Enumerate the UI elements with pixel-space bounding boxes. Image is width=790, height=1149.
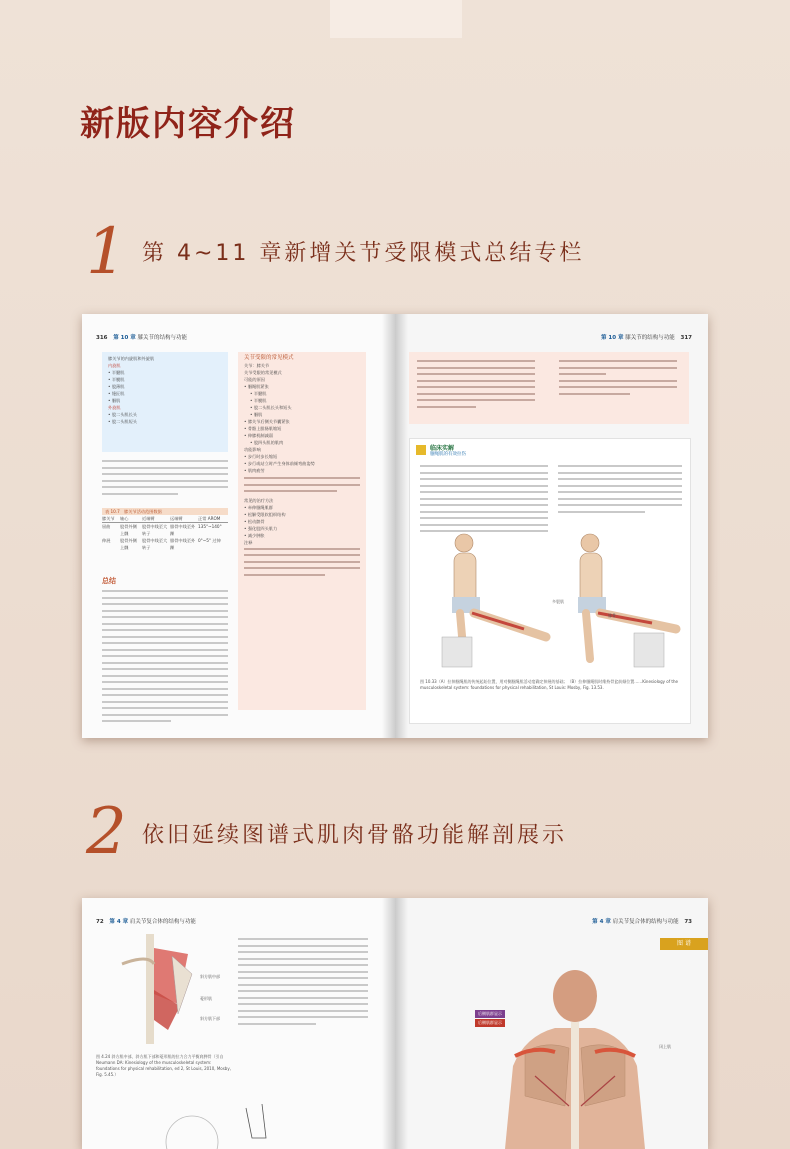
internal-item: • 缝匠肌 — [108, 391, 125, 396]
cause-item: • 半腱肌 — [250, 391, 267, 396]
page-number: 73 — [684, 919, 692, 925]
figure-caption: 图 10.33（A）拉伸腘绳肌的传统起始位置，用对侧腘绳肌活动度确定伸展的基础；（B）拉伸腘绳肌时维持骨盆前倾位置……Kinesiology of the musculoskeletal system: foundations for physical rehabilitation, St Louis: Mosby, Fig. 13.53. — [420, 679, 679, 690]
page-number: 72 — [96, 919, 104, 925]
table-header-row: 膝关节 轴心 近端臂 远端臂 正常 AROM — [102, 515, 228, 523]
sidebar-joint: 关节：膝关节 — [244, 363, 270, 368]
chapter-label: 第 10 章 — [601, 335, 624, 341]
summary-heading: 总结 — [102, 577, 116, 585]
view-tag: 后侧肌群显示 — [475, 1019, 505, 1027]
sidebar-causes-label: 可能的原因 — [244, 377, 265, 382]
chapter-label: 第 4 章 — [592, 919, 611, 925]
restriction-pattern-sidebar — [238, 352, 366, 710]
section-2-title: 依旧延续图谱式肌肉骨骼功能解剖展示 — [142, 823, 568, 848]
figure-label: 斜方肌下部 — [200, 1016, 220, 1021]
right-page-73 — [395, 898, 708, 1149]
left-page-header — [92, 333, 187, 341]
section-1-number: 1 — [86, 215, 127, 289]
clinical-subtitle: 腘绳肌的有效拉伤 — [430, 452, 466, 457]
table-title: 表 10.7 膝关节活动范围数据 — [102, 508, 228, 515]
figure-label: 冈上肌 — [659, 1044, 671, 1049]
function-item: • 步行或站立时产生身体前倾弯曲姿势 — [244, 461, 315, 466]
sidebar-title: 关节受限的常见模式 — [244, 355, 294, 361]
scapula-muscle-figure — [108, 934, 198, 1044]
cause-item: • 腘肌 — [250, 412, 263, 417]
top-tab-decoration — [330, 0, 462, 38]
external-item: • 股二头肌长头 — [108, 412, 137, 417]
clinical-label: 临床实解 — [430, 445, 455, 452]
shoulder-sketch — [162, 1098, 302, 1149]
external-rotators-label: 外旋肌 — [108, 405, 121, 410]
internal-item: • 半腱肌 — [108, 370, 125, 375]
spine-shadow — [382, 898, 408, 1149]
sidebar-note-label: 注释 — [244, 539, 253, 545]
treatment-item: • 牵伸腘绳肌群 — [244, 504, 273, 510]
cause-item: • 半膜肌 — [250, 398, 267, 403]
function-item: • 步行时步长缩短 — [244, 454, 278, 459]
summary-text — [102, 590, 228, 727]
chapter-title: 肩关节复合体的结构与功能 — [129, 919, 196, 925]
figure-label: 腓骨 — [608, 613, 616, 618]
cause-item: • 腘绳肌紧张 — [244, 384, 269, 389]
cause-item: • 伸膝机制减弱 — [244, 433, 273, 438]
continued-sidebar — [409, 352, 689, 424]
left-page-316 — [82, 314, 395, 738]
internal-rotators-label: 内旋肌 — [108, 363, 121, 368]
cause-item: • 骨骼上腓肠肌缩短 — [244, 426, 282, 431]
section-1-title: 第 4~11 章新增关节受限模式总结专栏 — [142, 241, 585, 266]
chapter-label: 第 10 章 — [113, 335, 136, 341]
internal-item: • 半膜肌 — [108, 377, 125, 382]
rom-table — [102, 508, 228, 551]
muscle-box-title: 膝关节的内旋肌和外旋肌 — [108, 356, 155, 361]
chapter-title: 肩关节复合体的结构与功能 — [612, 919, 679, 925]
treatment-item: • 减少肿胀 — [244, 532, 265, 538]
figure-caption: 图 4.24 斜方肌中部、斜方肌下部和菱形肌的拉力合力平衡肩胛骨（引自 Neumann DA: Kinesiology of the musculoskeletal system: foundations for physical rehabilitation, ed 2, St Louis, 2010, Mosby, Fig. 5.45.） — [96, 1054, 231, 1077]
atlas-badge: 图 谱 — [660, 938, 708, 950]
cause-item: • 股二头肌长头和短头 — [250, 405, 292, 410]
chapter-title: 膝关节的结构与功能 — [625, 335, 675, 341]
right-page-header — [601, 333, 696, 341]
internal-item: • 股薄肌 — [108, 384, 125, 389]
figure-label: 多裂肌 — [552, 599, 564, 604]
muscle-list-box — [102, 352, 228, 452]
cause-item: • 膝关节后侧关节囊紧张 — [244, 419, 290, 424]
external-item: • 股二头肌短头 — [108, 419, 137, 424]
left-page-header — [92, 917, 196, 925]
body-text — [102, 460, 228, 499]
section-2-number: 2 — [86, 795, 127, 869]
page-number: 316 — [96, 335, 108, 341]
lightbulb-icon — [416, 445, 426, 455]
treatment-item: • 松动髌骨 — [244, 518, 265, 524]
right-page-header — [592, 917, 696, 925]
page-number: 317 — [680, 335, 692, 341]
book-spread-1 — [82, 314, 708, 738]
sidebar-function-label: 功能影响 — [244, 447, 261, 452]
sidebar-pattern: 关节受限的常见模式 — [244, 370, 282, 375]
hamstring-stretch-figure-b — [560, 529, 684, 669]
function-item: • 肌肉疲劳 — [244, 468, 265, 473]
internal-item: • 腘肌 — [108, 398, 121, 403]
page-title: 新版内容介绍 — [80, 104, 296, 144]
body-text — [238, 938, 368, 1029]
figure-label: 斜方肌中部 — [200, 974, 220, 979]
right-page-317 — [395, 314, 708, 738]
view-tag: 后侧肌群显示 — [475, 1010, 505, 1018]
treatment-item: • 强化股四头肌力 — [244, 525, 278, 531]
back-muscle-figure — [495, 956, 655, 1149]
chapter-title: 膝关节的结构与功能 — [137, 335, 187, 341]
hamstring-stretch-figure-a — [434, 529, 554, 669]
figure-label: 菱形肌 — [200, 996, 212, 1001]
book-spread-2 — [82, 898, 708, 1149]
spine-shadow — [382, 314, 408, 738]
left-page-72 — [82, 898, 395, 1149]
sidebar-treatment-label: 常见的治疗方法 — [244, 497, 274, 503]
clinical-box — [409, 438, 691, 724]
cause-item: • 股四头肌的肌肉 — [250, 440, 284, 445]
table-row: 屈曲 股骨外侧上髁 股骨中线至大转子 腓骨中线至外踝 135°~140° — [102, 524, 222, 536]
chapter-label: 第 4 章 — [109, 919, 129, 925]
table-row: 伸展 股骨外侧上髁 股骨中线至大转子 腓骨中线至外踝 0°~5° 过伸 — [102, 538, 221, 550]
treatment-item: • 松解受限软组织结构 — [244, 511, 286, 517]
